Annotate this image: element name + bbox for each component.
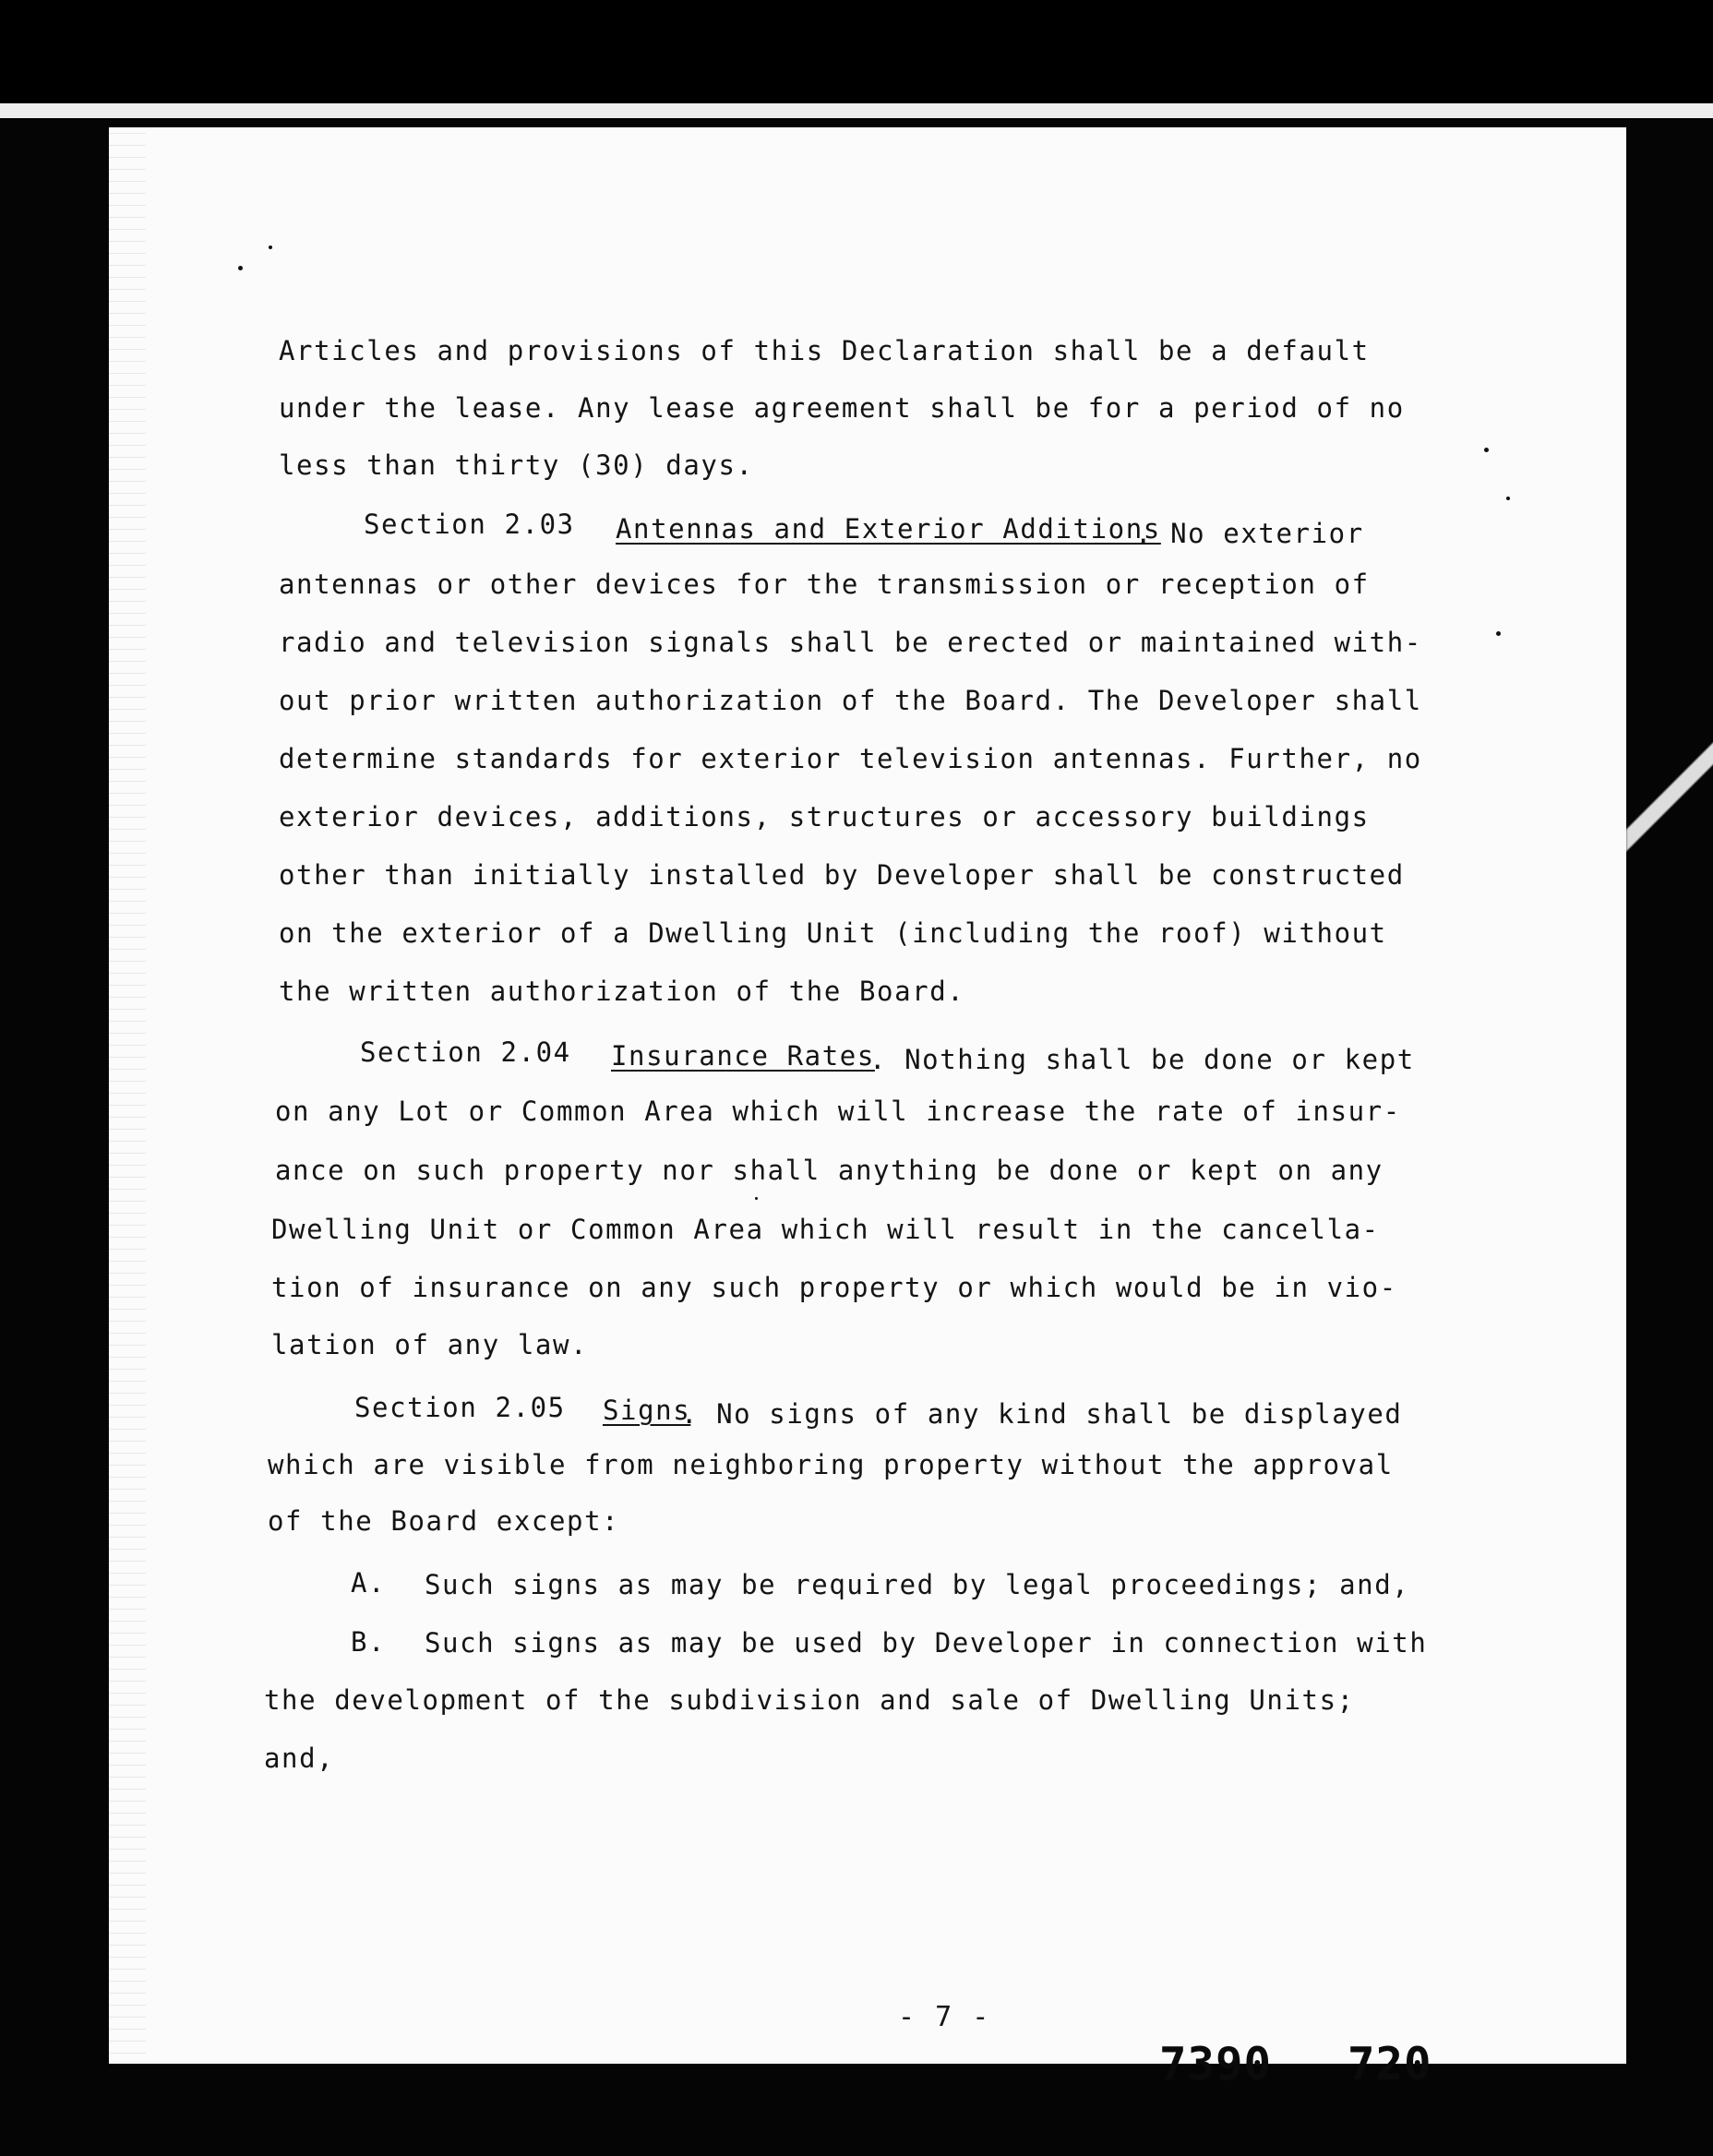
body-line: the written authorization of the Board. xyxy=(279,976,965,1007)
scan-edge-artifact xyxy=(1611,701,1713,914)
list-marker: A. xyxy=(351,1567,387,1599)
body-line: less than thirty (30) days. xyxy=(279,449,754,481)
page-reference-stamp: 720 xyxy=(1348,2038,1432,2090)
body-line: Articles and provisions of this Declaration shall be a default xyxy=(279,335,1370,366)
body-line: tion of insurance on any such property or which would be in vio- xyxy=(271,1272,1397,1303)
body-line: determine standards for exterior television antennas. Further, no xyxy=(279,743,1422,774)
list-item-text: Such signs as may be required by legal proceedings; and, xyxy=(425,1569,1410,1600)
scan-speck xyxy=(1506,497,1510,500)
body-line: out prior written authorization of the Board. The Developer shall xyxy=(279,685,1422,716)
section-title: Insurance Rates xyxy=(611,1040,875,1072)
document-page xyxy=(109,127,1626,2090)
scan-speck xyxy=(755,1197,758,1200)
body-line: radio and television signals shall be erected or maintained with- xyxy=(279,627,1422,658)
body-line: exterior devices, additions, structures or accessory buildings xyxy=(279,801,1370,832)
scan-speck xyxy=(269,246,272,249)
body-line: on the exterior of a Dwelling Unit (including the roof) without xyxy=(279,917,1387,949)
body-line: Dwelling Unit or Common Area which will result in the cancella- xyxy=(271,1214,1380,1245)
body-line: and, xyxy=(264,1743,335,1774)
scan-speck xyxy=(1496,631,1501,636)
body-line: antennas or other devices for the transmission or reception of xyxy=(279,569,1370,600)
body-line: . No signs of any kind shall be displayed xyxy=(681,1398,1403,1430)
body-line: which are visible from neighboring property without the approval xyxy=(268,1449,1394,1480)
body-line: under the lease. Any lease agreement shall be for a period of no xyxy=(279,392,1405,424)
scan-speck xyxy=(238,266,243,270)
body-line: ance on such property nor shall anything be done or kept on any xyxy=(275,1155,1384,1186)
body-line: the development of the subdivision and sale of Dwelling Units; xyxy=(264,1684,1355,1716)
section-number: Section 2.03 xyxy=(364,509,575,540)
body-line: of the Board except: xyxy=(268,1505,620,1537)
book-number-stamp: 7390 xyxy=(1159,2038,1273,2090)
body-line: other than initially installed by Developer shall be constructed xyxy=(279,859,1405,891)
list-item-text: Such signs as may be used by Developer in connection with xyxy=(425,1627,1428,1659)
scan-top-border xyxy=(0,0,1713,102)
scan-top-edge xyxy=(0,103,1713,118)
section-title: Antennas and Exterior Additions xyxy=(616,513,1161,545)
page-number: - 7 - xyxy=(898,2001,991,2033)
list-marker: B. xyxy=(351,1626,387,1658)
section-number: Section 2.04 xyxy=(360,1036,571,1068)
body-line: . No exterior xyxy=(1135,518,1364,549)
body-line: on any Lot or Common Area which will increase the rate of insur- xyxy=(275,1096,1401,1127)
body-line: lation of any law. xyxy=(271,1329,589,1360)
section-number: Section 2.05 xyxy=(354,1392,566,1423)
scan-speck xyxy=(1484,448,1489,452)
section-title: Signs xyxy=(603,1395,691,1426)
body-line: . Nothing shall be done or kept xyxy=(869,1044,1415,1075)
